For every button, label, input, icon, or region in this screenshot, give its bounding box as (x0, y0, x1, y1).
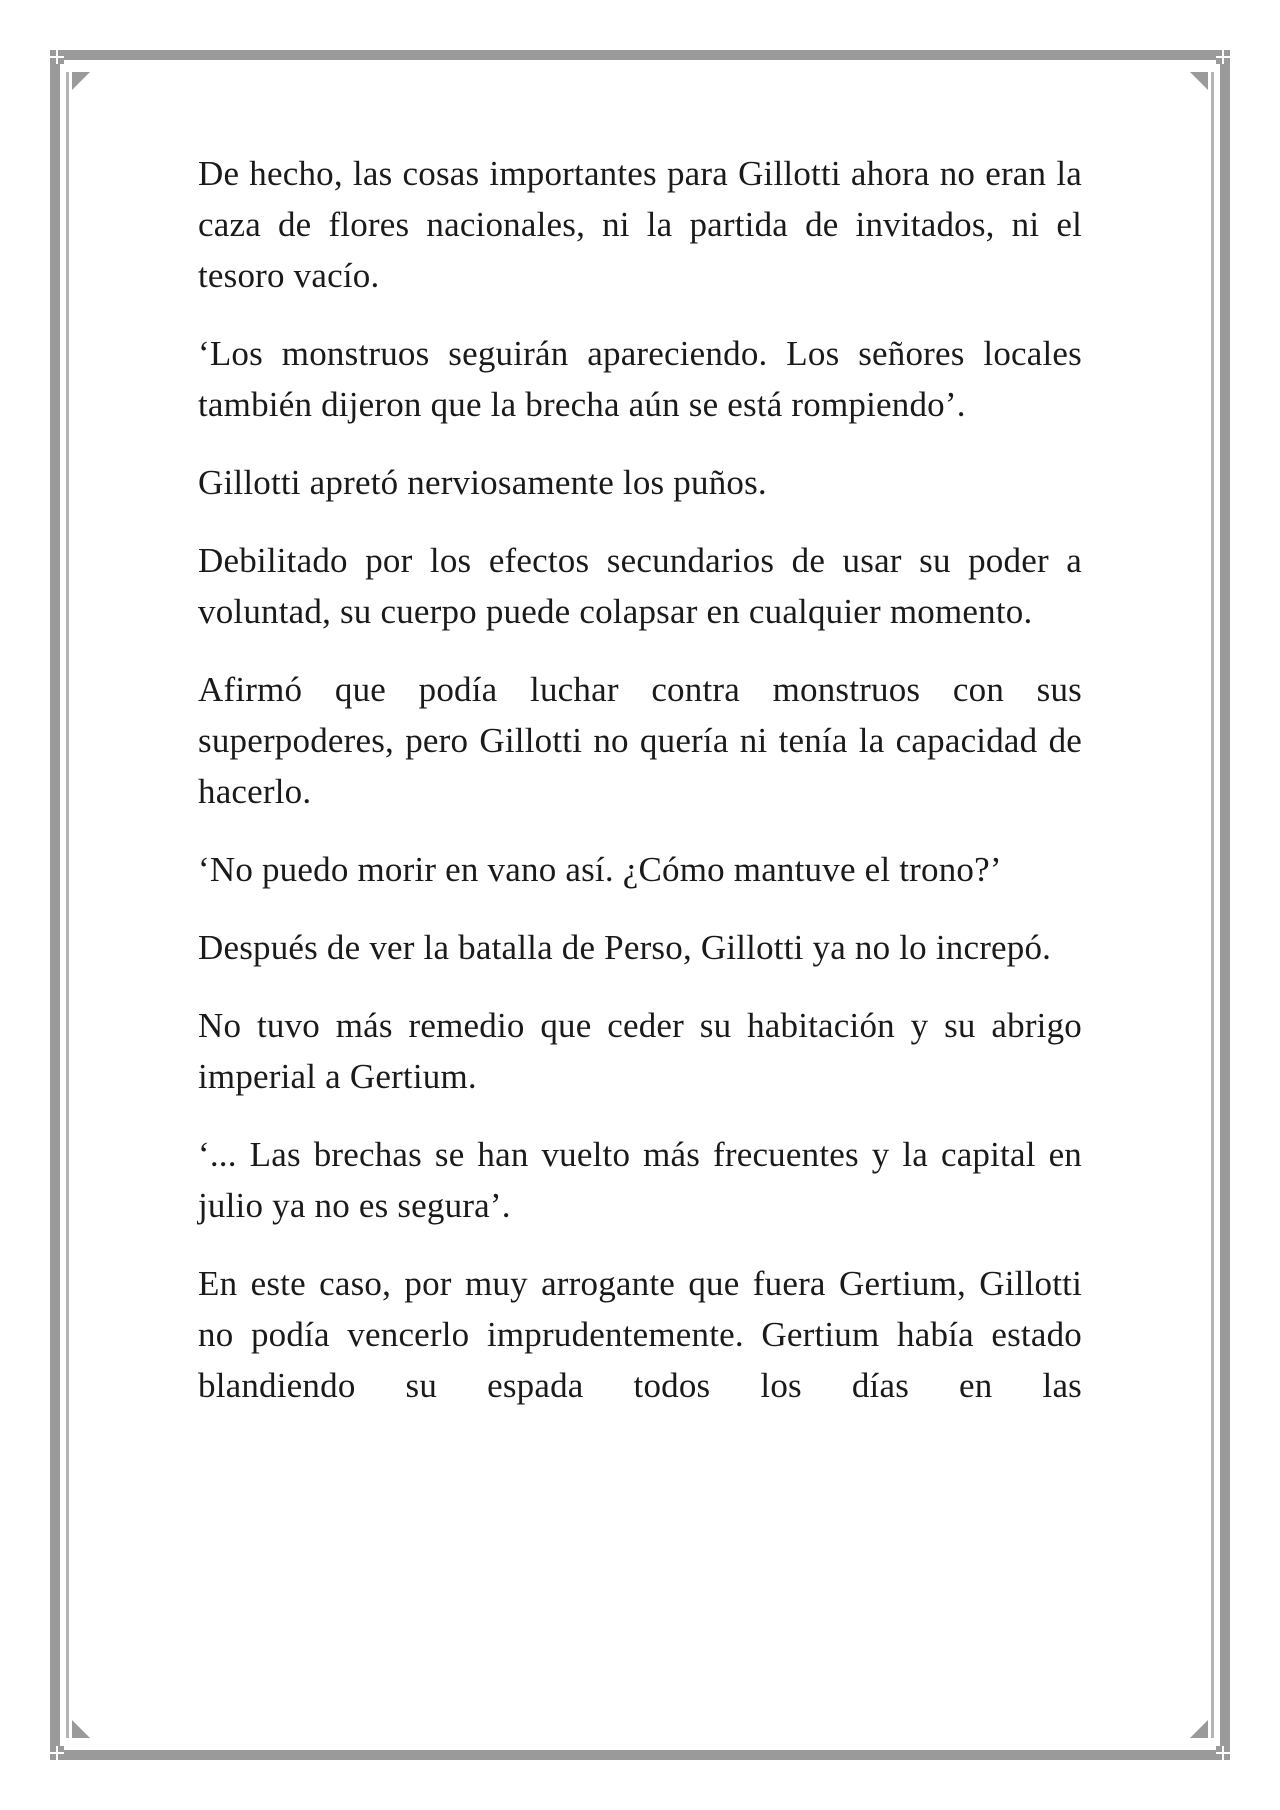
paragraph-4: Debilitado por los efectos secundarios de usar su poder a voluntad, su cuerpo puede colapsar en cualquier momento. (198, 541, 1082, 631)
frame-bottom-bar (64, 1750, 1216, 1760)
paragraph-6: ‘No puedo morir en vano así. ¿Cómo mantuve el trono?’ (198, 850, 1002, 889)
frame-left-bar (50, 64, 60, 1746)
paragraph-7: Después de ver la batalla de Perso, Gillotti ya no lo increpó. (198, 928, 1052, 967)
paragraph-9: ‘... Las brechas se han vuelto más frecuentes y la capital en julio ya no es segura’. (198, 1135, 1082, 1225)
paragraph-3: Gillotti apretó nerviosamente los puños. (198, 463, 767, 502)
paragraph-2: ‘Los monstruos seguirán apareciendo. Los señores locales también dijeron que la brecha aún se está rompiendo’. (198, 334, 1082, 424)
frame-right-bar (1220, 64, 1230, 1746)
page-body-text (198, 148, 1082, 1438)
paragraph-5: Afirmó que podía luchar contra monstruos con sus superpoderes, pero Gillotti no quería ni tenía la capacidad de hacerlo. (198, 670, 1082, 811)
frame-top-bar (64, 50, 1216, 60)
paragraph-1: De hecho, las cosas importantes para Gillotti ahora no eran la caza de flores nacionales, ni la partida de invitados, ni el tesoro vacío. (198, 154, 1082, 295)
frame-inner-right-line (1211, 72, 1214, 1738)
paragraph-8: No tuvo más remedio que ceder su habitación y su abrigo imperial a Gertium. (198, 1006, 1082, 1096)
frame-inner-left-line (66, 72, 69, 1738)
paragraph-10: En este caso, por muy arrogante que fuera Gertium, Gillotti no podía vencerlo imprudentemente. Gertium había estado blandiendo su espada todos los días en las (198, 1264, 1082, 1405)
